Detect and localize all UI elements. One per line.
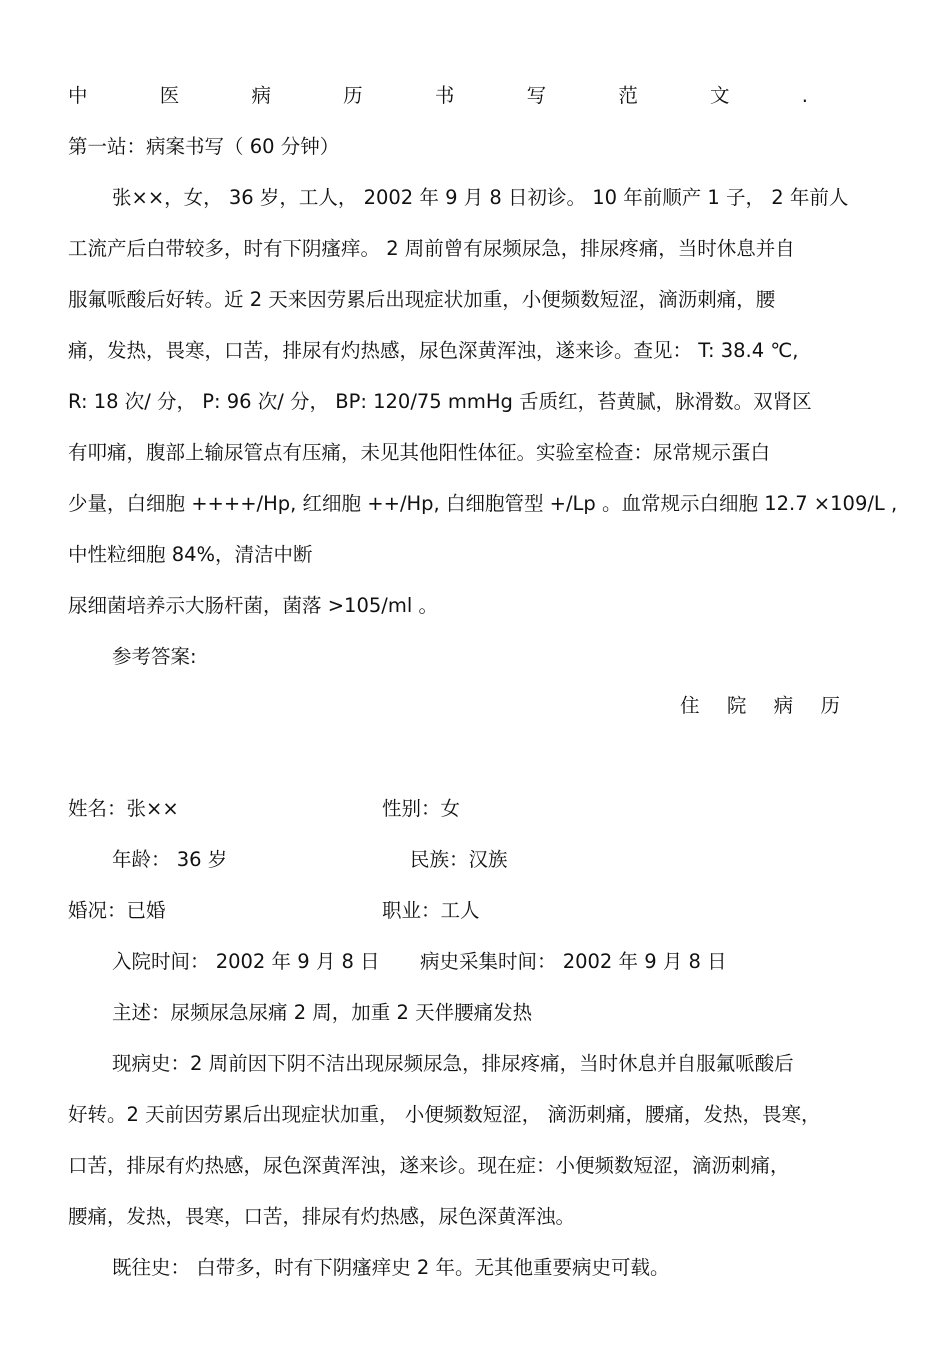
title-char: 书	[434, 84, 455, 107]
field-history-time: 病史采集时间： 2002 年 9 月 8 日	[420, 950, 727, 973]
record-title-char: 历	[820, 694, 840, 717]
present-illness-line: 现病史：2 周前因下阴不洁出现尿频尿急，排尿疼痛，当时休息并自服氟哌酸后	[112, 1052, 794, 1075]
field-ethnicity: 民族：汉族	[410, 848, 508, 871]
case-line: 工流产后白带较多，时有下阴瘙痒。 2 周前曾有尿频尿急，排尿疼痛，当时休息并自	[68, 237, 795, 260]
field-age: 年龄： 36 岁	[112, 848, 228, 871]
case-line: 服氟哌酸后好转。近 2 天来因劳累后出现症状加重，小便频数短涩，滴沥刺痛，腰	[68, 288, 776, 311]
title-char: 历	[343, 84, 363, 107]
title-char: .	[801, 84, 808, 107]
title-char: 写	[526, 84, 547, 107]
record-title-char: 病	[773, 694, 794, 717]
present-illness-line: 好转。2 天前因劳累后出现症状加重， 小便频数短涩， 滴沥刺痛，腰痛，发热，畏寒，	[68, 1103, 821, 1126]
record-title-char: 院	[726, 694, 747, 717]
present-illness-line: 口苦，排尿有灼热感，尿色深黄浑浊，遂来诊。现在症：小便频数短涩，滴沥刺痛，	[68, 1154, 790, 1177]
document-title	[68, 83, 808, 109]
case-line: 尿细菌培养示大肠杆菌，菌落 >105/ml 。	[68, 594, 438, 617]
title-char: 医	[159, 84, 180, 107]
station-heading: 第一站：病案书写（ 60 分钟）	[68, 135, 340, 158]
case-line: 中性粒细胞 84%，清洁中断	[68, 543, 313, 566]
past-history: 既往史： 白带多，时有下阴瘙痒史 2 年。无其他重要病史可载。	[112, 1256, 670, 1279]
chief-complaint: 主述：尿频尿急尿痛 2 周，加重 2 天伴腰痛发热	[112, 1001, 533, 1024]
case-line: 张××，女， 36 岁，工人， 2002 年 9 月 8 日初诊。 10 年前顺产 1 子， 2 年前人	[112, 186, 849, 209]
case-line: 少量，白细胞 ++++/Hp, 红细胞 ++/Hp, 白细胞管型 +/Lp 。血常规示白细胞 12.7 ×109/L ,	[68, 492, 898, 515]
field-sex: 性别：女	[382, 797, 461, 820]
field-admission-time: 入院时间： 2002 年 9 月 8 日	[112, 950, 380, 973]
case-line: 有叩痛，腹部上输尿管点有压痛，未见其他阳性体征。实验室检查：尿常规示蛋白	[68, 441, 771, 464]
field-name: 姓名：张××	[68, 797, 179, 820]
title-char: 文	[710, 84, 730, 107]
case-line: 痛，发热，畏寒，口苦，排尿有灼热感，尿色深黄浑浊，遂来诊。查见： T: 38.4 ℃,	[68, 339, 799, 362]
field-occupation: 职业：工人	[382, 899, 480, 922]
record-title	[680, 693, 840, 719]
present-illness-line: 腰痛，发热，畏寒，口苦，排尿有灼热感，尿色深黄浑浊。	[68, 1205, 576, 1228]
record-title-char: 住	[680, 694, 700, 717]
title-char: 中	[68, 84, 88, 107]
title-char: 病	[251, 84, 271, 107]
reference-answer-label: 参考答案:	[112, 645, 197, 668]
field-marital: 婚况：已婚	[68, 899, 166, 922]
title-char: 范	[618, 84, 638, 107]
case-line: R: 18 次/ 分， P: 96 次/ 分， BP: 120/75 mmHg 舌质红，苔黄腻，脉滑数。双肾区	[68, 390, 812, 413]
